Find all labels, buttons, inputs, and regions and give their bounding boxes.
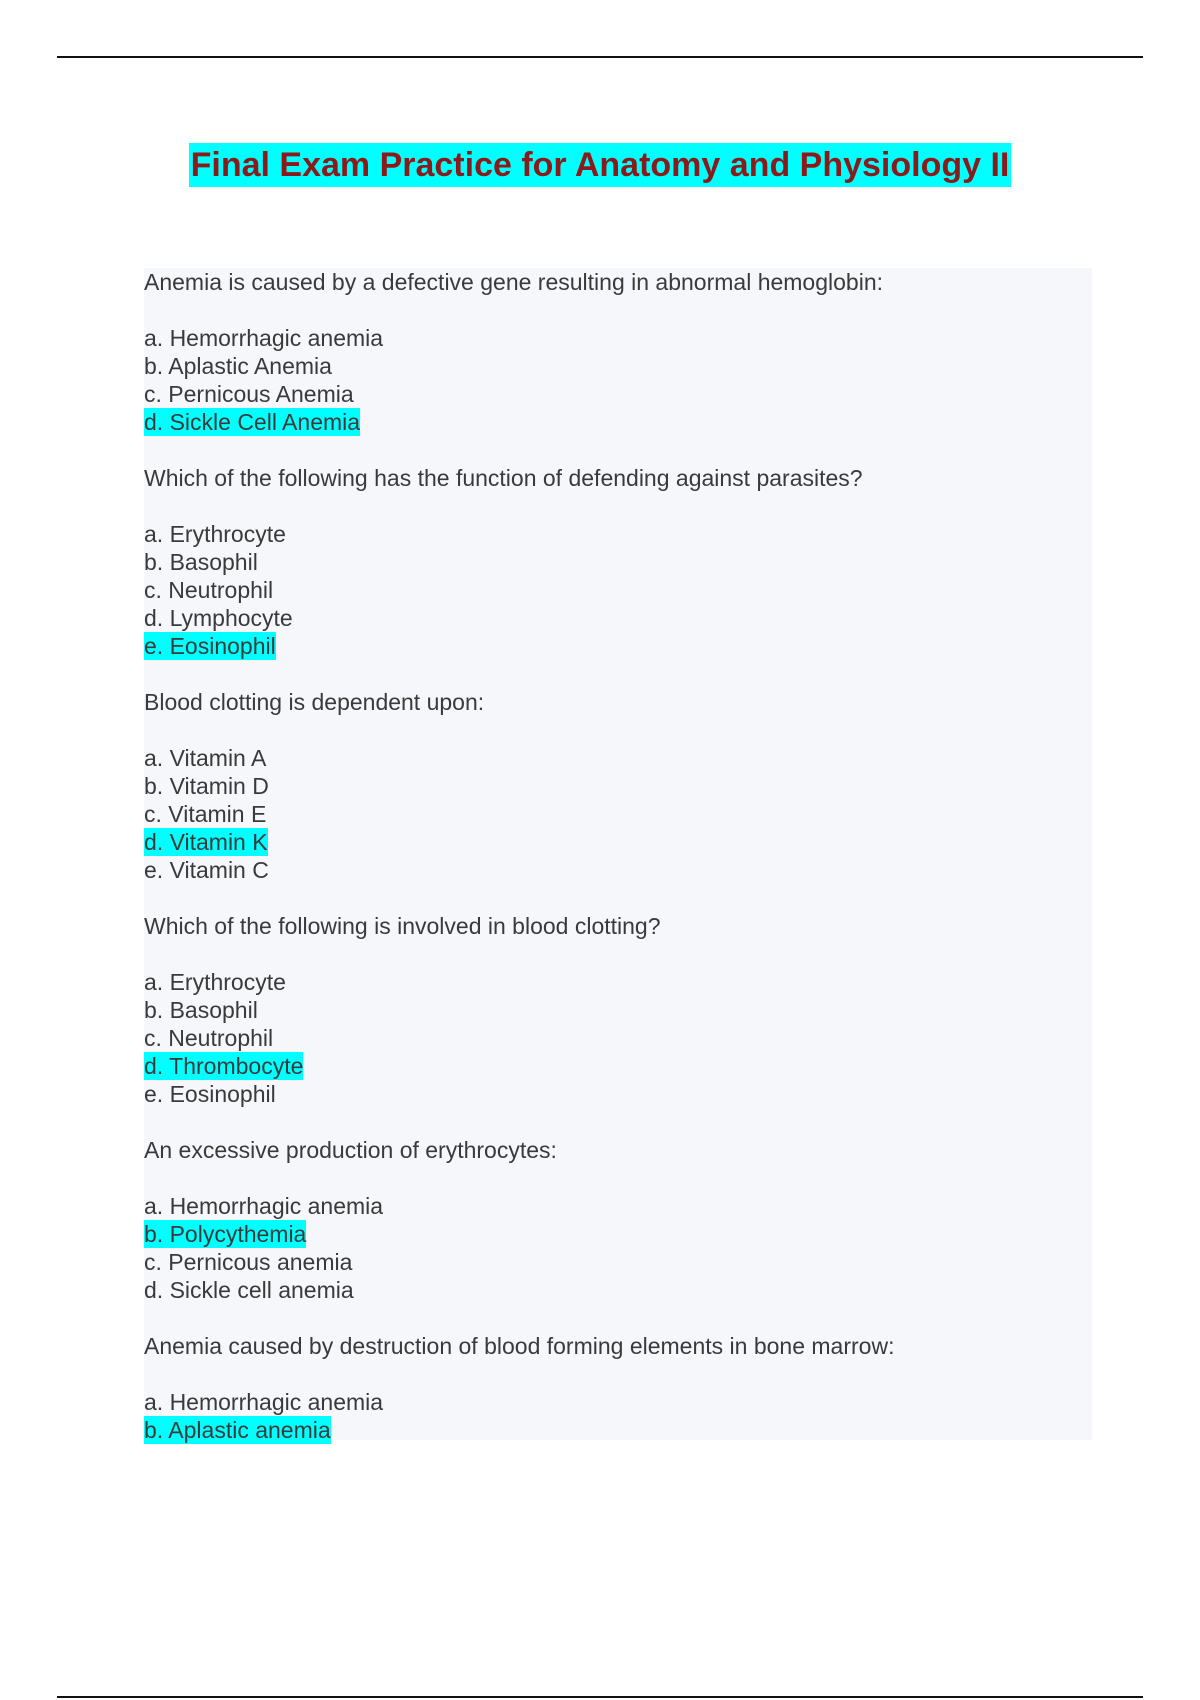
answer-option-text: b. Polycythemia bbox=[144, 1221, 307, 1247]
answer-option-correct bbox=[144, 1220, 1092, 1248]
question-block bbox=[144, 268, 1092, 464]
spacer bbox=[144, 660, 1092, 688]
question-prompt: Anemia caused by destruction of blood forming elements in bone marrow: bbox=[144, 1333, 895, 1359]
answer-option bbox=[144, 324, 1092, 352]
answer-option bbox=[144, 800, 1092, 828]
answer-option-text: e. Eosinophil bbox=[144, 633, 276, 659]
spacer bbox=[144, 1360, 1092, 1388]
answer-option-text: e. Eosinophil bbox=[144, 1081, 276, 1107]
answer-option bbox=[144, 604, 1092, 632]
answer-option-text: d. Sickle Cell Anemia bbox=[144, 409, 361, 435]
answer-option-text: d. Thrombocyte bbox=[144, 1053, 304, 1079]
bottom-rule bbox=[57, 1696, 1143, 1698]
answer-option bbox=[144, 968, 1092, 996]
answer-option-text: d. Vitamin K bbox=[144, 829, 268, 855]
question-panel bbox=[144, 268, 1092, 1443]
answer-option-text: d. Sickle cell anemia bbox=[144, 1277, 354, 1303]
answer-option bbox=[144, 548, 1092, 576]
answer-option bbox=[144, 1388, 1092, 1416]
question-block bbox=[144, 464, 1092, 688]
page-title: Final Exam Practice for Anatomy and Physiology II bbox=[189, 143, 1012, 187]
answer-option bbox=[144, 1080, 1092, 1108]
answer-option-text: b. Basophil bbox=[144, 549, 258, 575]
answer-option bbox=[144, 352, 1092, 380]
answer-option-correct bbox=[144, 408, 1092, 436]
answer-option bbox=[144, 520, 1092, 548]
answer-option bbox=[144, 1024, 1092, 1052]
question-block bbox=[144, 912, 1092, 1136]
question-prompt: Which of the following has the function of defending against parasites? bbox=[144, 465, 863, 491]
spacer bbox=[144, 436, 1092, 464]
answer-option-text: a. Hemorrhagic anemia bbox=[144, 325, 384, 351]
answer-option-text: c. Neutrophil bbox=[144, 1025, 274, 1051]
spacer bbox=[144, 1164, 1092, 1192]
question-block bbox=[144, 1332, 1092, 1444]
answer-option-text: c. Neutrophil bbox=[144, 577, 274, 603]
answer-option-text: e. Vitamin C bbox=[144, 857, 269, 883]
answer-option bbox=[144, 1276, 1092, 1304]
answer-option bbox=[144, 576, 1092, 604]
spacer bbox=[144, 296, 1092, 324]
title-block bbox=[0, 143, 1200, 187]
answer-option-text: b. Basophil bbox=[144, 997, 258, 1023]
answer-option-text: a. Erythrocyte bbox=[144, 521, 286, 547]
question-list bbox=[144, 268, 1092, 1444]
answer-option-text: b. Aplastic Anemia bbox=[144, 353, 332, 379]
answer-option-text: a. Vitamin A bbox=[144, 745, 267, 771]
question-block bbox=[144, 688, 1092, 912]
answer-option bbox=[144, 1248, 1092, 1276]
answer-option-text: a. Hemorrhagic anemia bbox=[144, 1389, 384, 1415]
answer-option-text: c. Pernicous anemia bbox=[144, 1249, 353, 1275]
top-rule bbox=[57, 56, 1143, 58]
answer-option-text: d. Lymphocyte bbox=[144, 605, 293, 631]
answer-option-text: a. Hemorrhagic anemia bbox=[144, 1193, 384, 1219]
answer-option-correct bbox=[144, 828, 1092, 856]
spacer bbox=[144, 884, 1092, 912]
question-block bbox=[144, 1136, 1092, 1332]
answer-option-text: b. Aplastic anemia bbox=[144, 1417, 331, 1443]
answer-option-text: b. Vitamin D bbox=[144, 773, 269, 799]
question-prompt: Anemia is caused by a defective gene resulting in abnormal hemoglobin: bbox=[144, 269, 883, 295]
answer-option bbox=[144, 1192, 1092, 1220]
answer-option bbox=[144, 856, 1092, 884]
answer-option-text: a. Erythrocyte bbox=[144, 969, 286, 995]
spacer bbox=[144, 940, 1092, 968]
answer-option bbox=[144, 772, 1092, 800]
spacer bbox=[144, 716, 1092, 744]
spacer bbox=[144, 492, 1092, 520]
spacer bbox=[144, 1108, 1092, 1136]
answer-option-text: c. Vitamin E bbox=[144, 801, 267, 827]
question-prompt: An excessive production of erythrocytes: bbox=[144, 1137, 557, 1163]
answer-option bbox=[144, 380, 1092, 408]
answer-option-correct bbox=[144, 1052, 1092, 1080]
answer-option-correct bbox=[144, 632, 1092, 660]
answer-option bbox=[144, 744, 1092, 772]
question-prompt: Which of the following is involved in blood clotting? bbox=[144, 913, 661, 939]
question-prompt: Blood clotting is dependent upon: bbox=[144, 689, 485, 715]
answer-option-text: c. Pernicous Anemia bbox=[144, 381, 354, 407]
spacer bbox=[144, 1304, 1092, 1332]
answer-option bbox=[144, 996, 1092, 1024]
answer-option-correct bbox=[144, 1416, 1092, 1444]
